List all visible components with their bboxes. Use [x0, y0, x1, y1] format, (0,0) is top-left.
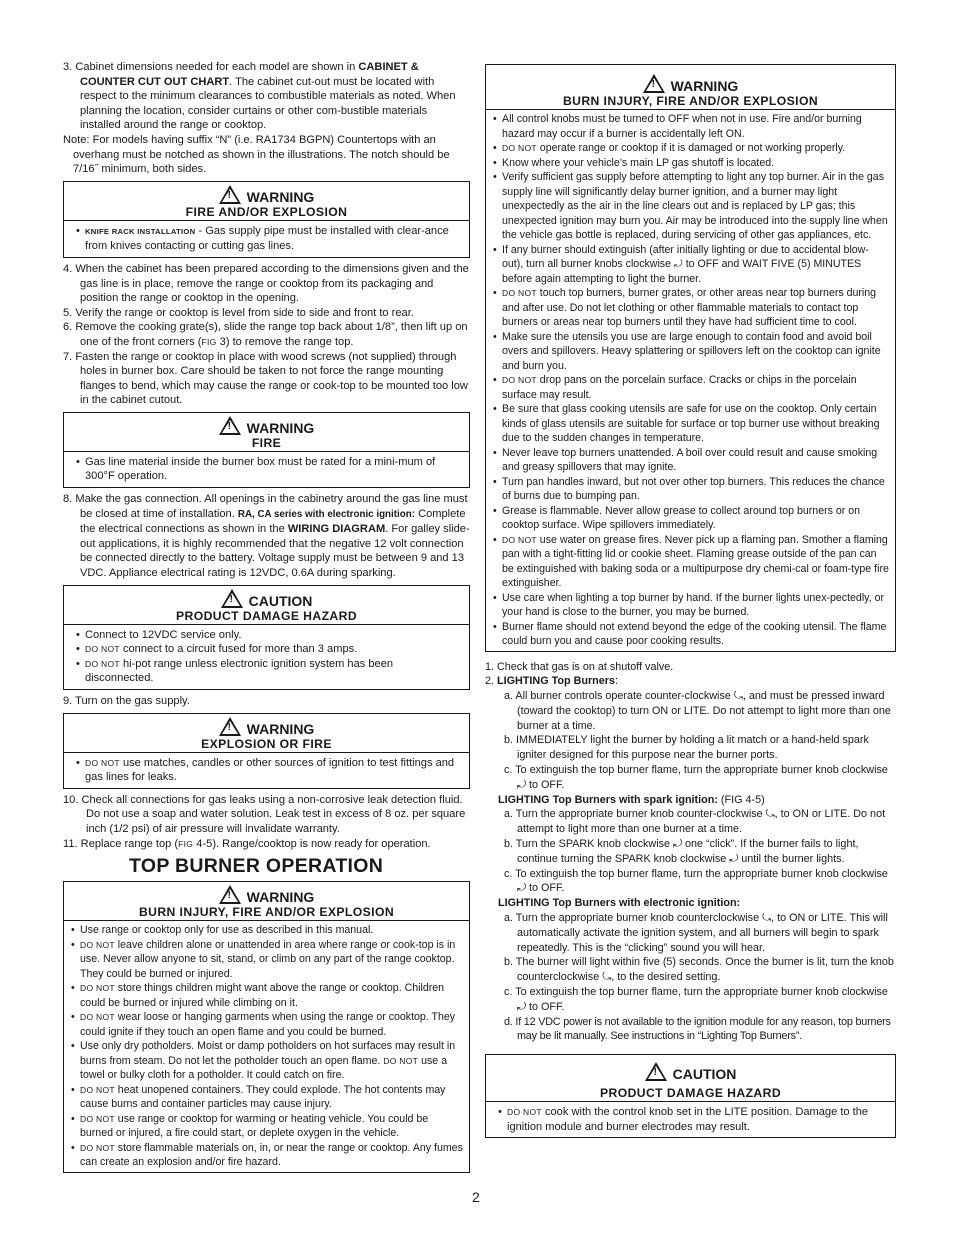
list-item: • DO NOT use range or cooktop for warming or heating vehicle. You could be burned or injured, a fire could start, or deplete oxygen in the vehicle. [67, 1112, 464, 1141]
list-item: • DO NOT leave children alone or unattended in area where range or cook-top is in use. Never allow anyone to sit, stand, or climb on any part of the range cooktop. They could be burned or injured. [67, 938, 464, 982]
step-2b: b. IMMEDIATELY light the burner by holding a lit match or a hand-held spark igniter designed for this purpose near the burner ports. [504, 734, 869, 762]
box-subtitle: PRODUCT DAMAGE HAZARD [64, 609, 469, 625]
step-7: 7. Fasten the range or cooktop in place with wood screws (not supplied) through holes in burner box. Care should be taken to not force the range mounting flanges to bend, which may cause the range or cook-top to be mounted too low in the cabinet cutout. [63, 350, 468, 407]
list-item: • DO NOT use matches, candles or other sources of ignition to test fittings and gas lines for leaks. [72, 756, 461, 785]
box-subtitle: BURN INJURY, FIRE AND/OR EXPLOSION [486, 94, 895, 110]
box-title: WARNING [246, 188, 315, 205]
warning-triangle-icon [219, 185, 241, 204]
list-item: • Connect to 12VDC service only. [72, 628, 461, 643]
warning-triangle-icon [643, 74, 665, 93]
box-title: WARNING [246, 889, 315, 906]
spark-ignition-label: LIGHTING Top Burners with spark ignition: (FIG 4-5) [498, 793, 765, 806]
step-3: 3. Cabinet dimensions needed for each model are shown in CABINET & COUNTER CUT OUT CHART. The cabinet cut-out must be located with respect to the minimum clearances to combustible materials as noted. When planning the location, consider curtains or other com-bustible materials installed around the range or cooktop. [63, 61, 456, 132]
list-item: • Gas line material inside the burner box must be rated for a mini-mum of 300°F operation. [72, 455, 461, 484]
warning-box-explosion [63, 713, 470, 789]
section-title: TOP BURNER OPERATION [129, 855, 384, 878]
step-10: 10. Check all connections for gas leaks using a non-corrosive leak detection fluid. Do not use a soap and water solution. Leak test in excess of 8 oz. per square inch (1/2 psi) of air pressure will invalidate warranty. [63, 793, 466, 835]
list-item: • DO NOT operate range or cooktop if it is damaged or not working properly. [489, 141, 889, 156]
caution-triangle-icon [645, 1062, 667, 1081]
page-number: 2 [472, 1189, 480, 1205]
box-title: CAUTION [672, 1066, 737, 1083]
list-item: • DO NOT touch top burners, burner grates, or other areas near top burners during and after use. Do not let clothing or other flammable materials to contact top burners or areas near top burners until they have had sufficient time to cool. [489, 286, 889, 330]
list-item: • DO NOT connect to a circuit fused for more than 3 amps. [72, 642, 461, 657]
caution-box-lite-position [485, 1054, 896, 1138]
box-subtitle: PRODUCT DAMAGE HAZARD [486, 1082, 895, 1102]
right-column [485, 64, 896, 1142]
list-item: • DO NOT cook with the control knob set in the LITE position. Damage to the ignition module and burner electrodes may result. [494, 1105, 887, 1134]
list-item: • Use care when lighting a top burner by hand. If the burner lights unex-pectedly, or your hand is close to the burner, you may be burned. [489, 591, 889, 620]
step-9: 9. Turn on the gas supply. [63, 695, 190, 707]
list-item: • If any burner should extinguish (after initially lighting or due to accidental blow-out), turn all burner knobs clockwise ⤾ to OFF and WAIT FIVE (5) MINUTES before again attempting to light the burner. [489, 243, 889, 287]
spark-step-b: b. Turn the SPARK knob clockwise ⤾ one “click”. If the burner fails to light, continue turning the SPARK knob clockwise ⤾ until the burner lights. [504, 838, 859, 865]
step-2c: c. To extinguish the top burner flame, turn the appropriate burner knob clockwise ⤾ to OFF. [504, 764, 888, 791]
list-item: • Turn pan handles inward, but not over other top burners. This reduces the chance of burns due to bumping pan. [489, 475, 889, 504]
caution-triangle-icon [221, 589, 243, 608]
list-item: • KNIFE RACK INSTALLATION - Gas supply pipe must be installed with clear-ance from knives contacting or cutting gas lines. [72, 224, 461, 254]
list-item: • Verify sufficient gas supply before attempting to light any top burner. Air in the gas supply line will significantly delay burner ignition, and a burner may light unexpectedly as the air in the line clears out and is replaced by LP gas; this unexpected ignition may burn you. Air may be introduced into the supply line when the vehicle gas bottle is replaced, during servicing of other gas appliances, etc. [489, 170, 889, 243]
caution-box-product-damage [63, 585, 470, 690]
warning-box-burn-injury-right [485, 64, 896, 652]
list-item: • Make sure the utensils you use are large enough to contain food and avoid boil overs and spillovers. Heavy splattering or spillovers left on the cooktop can ignite and burn you. [489, 330, 889, 374]
lighting-steps [485, 660, 896, 1045]
list-item: • Grease is flammable. Never allow grease to collect around top burners or on cooktop surface. Wipe spillovers immediately. [489, 504, 889, 533]
list-item: • Burner flame should not extend beyond the edge of the cooking utensil. The flame could burn you and cause poor cooking results. [489, 620, 889, 649]
list-item: • DO NOT use water on grease fires. Never pick up a flaming pan. Smother a flaming pan with a tight-fitting lid or cookie sheet. Flaming grease outside of the pan can be extinguished with baking soda or a multipurpose dry chemi-cal or foam-type fire extinguisher. [489, 533, 889, 591]
warning-box-knife-rack [63, 181, 470, 258]
list-item: • All control knobs must be turned to OFF when not in use. Fire and/or burning hazard may occur if a burner is accidentally left ON. [489, 112, 889, 141]
left-column [63, 60, 470, 1177]
list-item: • DO NOT hi-pot range unless electronic ignition system has been disconnected. [72, 657, 461, 686]
list-item: • Never leave top burners unattended. A boil over could result and cause smoking and greasy spillovers that may ignite. [489, 446, 889, 475]
step-8: 8. Make the gas connection. All openings in the cabinetry around the gas line must be closed at time of installation. RA, CA series with electronic ignition: Complete the electrical connections as shown in the WIRING DIAGRAM. For galley slide-out applications, it is highly recommended that the negative 12 volt connection be connected directly to the battery. Voltage supply must be between 9 and 13 VDC. Appliance electrical rating is 12VDC, 0.6A during sparking. [63, 493, 470, 580]
list-item: • DO NOT wear loose or hanging garments when using the range or cooktop. They could ignite if they touch an open flame and you could be burned. [67, 1010, 464, 1039]
step-11: 11. Replace range top (FIG 4-5). Range/cooktop is now ready for operation. [63, 837, 431, 850]
note: Note: For models having suffix “N” (i.e. RA1734 BGPN) Countertops with an overhang must be notched as shown in the illustrations. The notch should be 7/16˝ minimum, both sides. [63, 133, 450, 176]
step-4: 4. When the cabinet has been prepared according to the dimensions given and the gas line is in place, remove the range or cooktop from its packaging and position the range or cooktop in the opening. [63, 262, 469, 305]
box-title: WARNING [246, 419, 315, 436]
box-subtitle: FIRE [64, 436, 469, 452]
step-5: 5. Verify the range or cooktop is level from side to side and front to rear. [63, 306, 414, 319]
box-subtitle: FIRE AND/OR EXPLOSION [64, 205, 469, 221]
spark-step-a: a. Turn the appropriate burner knob counter-clockwise ⤿, to ON or LITE. Do not attempt to light more than one burner at a time. [504, 808, 886, 836]
warning-triangle-icon [219, 717, 241, 736]
electronic-ignition-label: LIGHTING Top Burners with electronic ignition: [498, 897, 741, 910]
list-item: • DO NOT drop pans on the porcelain surface. Cracks or chips in the porcelain surface may result. [489, 373, 889, 402]
electronic-step-b: b. The burner will light within five (5) seconds. Once the burner is lit, turn the knob counterclockwise ⤿, to the desired setting. [504, 956, 894, 984]
list-item: • Use range or cooktop only for use as described in this manual. [67, 923, 464, 938]
warning-box-burn-injury [63, 881, 470, 1173]
warning-box-fire [63, 412, 470, 488]
step-6: 6. Remove the cooking grate(s), slide the range top back about 1/8”, then lift up on one of the front corners (FIG 3) to remove the range top. [63, 321, 468, 348]
list-item: • Know where your vehicle’s main LP gas shutoff is located. [489, 156, 889, 171]
step-2a: a. All burner controls operate counter-clockwise ⤿, and must be pressed inward (toward the cooktop) to turn ON or LITE. Do not attempt to light more than one burner at a time. [504, 690, 891, 732]
warning-triangle-icon [219, 416, 241, 435]
spark-step-c: c. To extinguish the top burner flame, turn the appropriate burner knob clockwise ⤾ to OFF. [504, 867, 888, 895]
box-subtitle: EXPLOSION OR FIRE [64, 737, 469, 753]
list-item: • Be sure that glass cooking utensils are safe for use on the cooktop. Only certain kinds of glass utensils are suitable for surface or top burner use without breaking due to the sudden changes in temperature. [489, 402, 889, 446]
list-item: • Use only dry potholders. Moist or damp potholders on hot surfaces may result in burns from steam. Do not let the potholder touch an open flame. DO NOT use a towel or bulky cloth for a potholder. It could catch on fire. [67, 1039, 464, 1083]
warning-triangle-icon [219, 885, 241, 904]
box-title: WARNING [246, 720, 315, 737]
list-item: • DO NOT store things children might want above the range or cooktop. Children could be burned or injured while climbing on it. [67, 981, 464, 1010]
box-subtitle: BURN INJURY, FIRE AND/OR EXPLOSION [64, 905, 469, 921]
list-item: • DO NOT store flammable materials on, in, or near the range or cooktop. Any fumes can create an explosion and/or fire hazard. [67, 1141, 464, 1170]
box-title: WARNING [670, 78, 739, 94]
electronic-step-a: a. Turn the appropriate burner knob counterclockwise ⤿, to ON or LITE. This will automatically activate the ignition system, and all burners will begin to spark repeatedly. This is the “clicking” sound you will hear. [504, 912, 888, 954]
electronic-step-c: c. To extinguish the top burner flame, turn the appropriate burner knob clockwise ⤾ to OFF. [504, 986, 888, 1013]
step-1: 1. Check that gas is on at shutoff valve. [485, 660, 674, 673]
list-item: • DO NOT heat unopened containers. They could explode. The hot contents may cause burns and container particles may cause injury. [67, 1083, 464, 1112]
step-2: 2. LIGHTING Top Burners: [485, 675, 618, 688]
electronic-step-d: d. If 12 VDC power is not available to the ignition module for any reason, top burners may be lit manually. See instructions in “Lighting Top Burners”. [504, 1015, 891, 1043]
box-title: CAUTION [248, 592, 313, 609]
